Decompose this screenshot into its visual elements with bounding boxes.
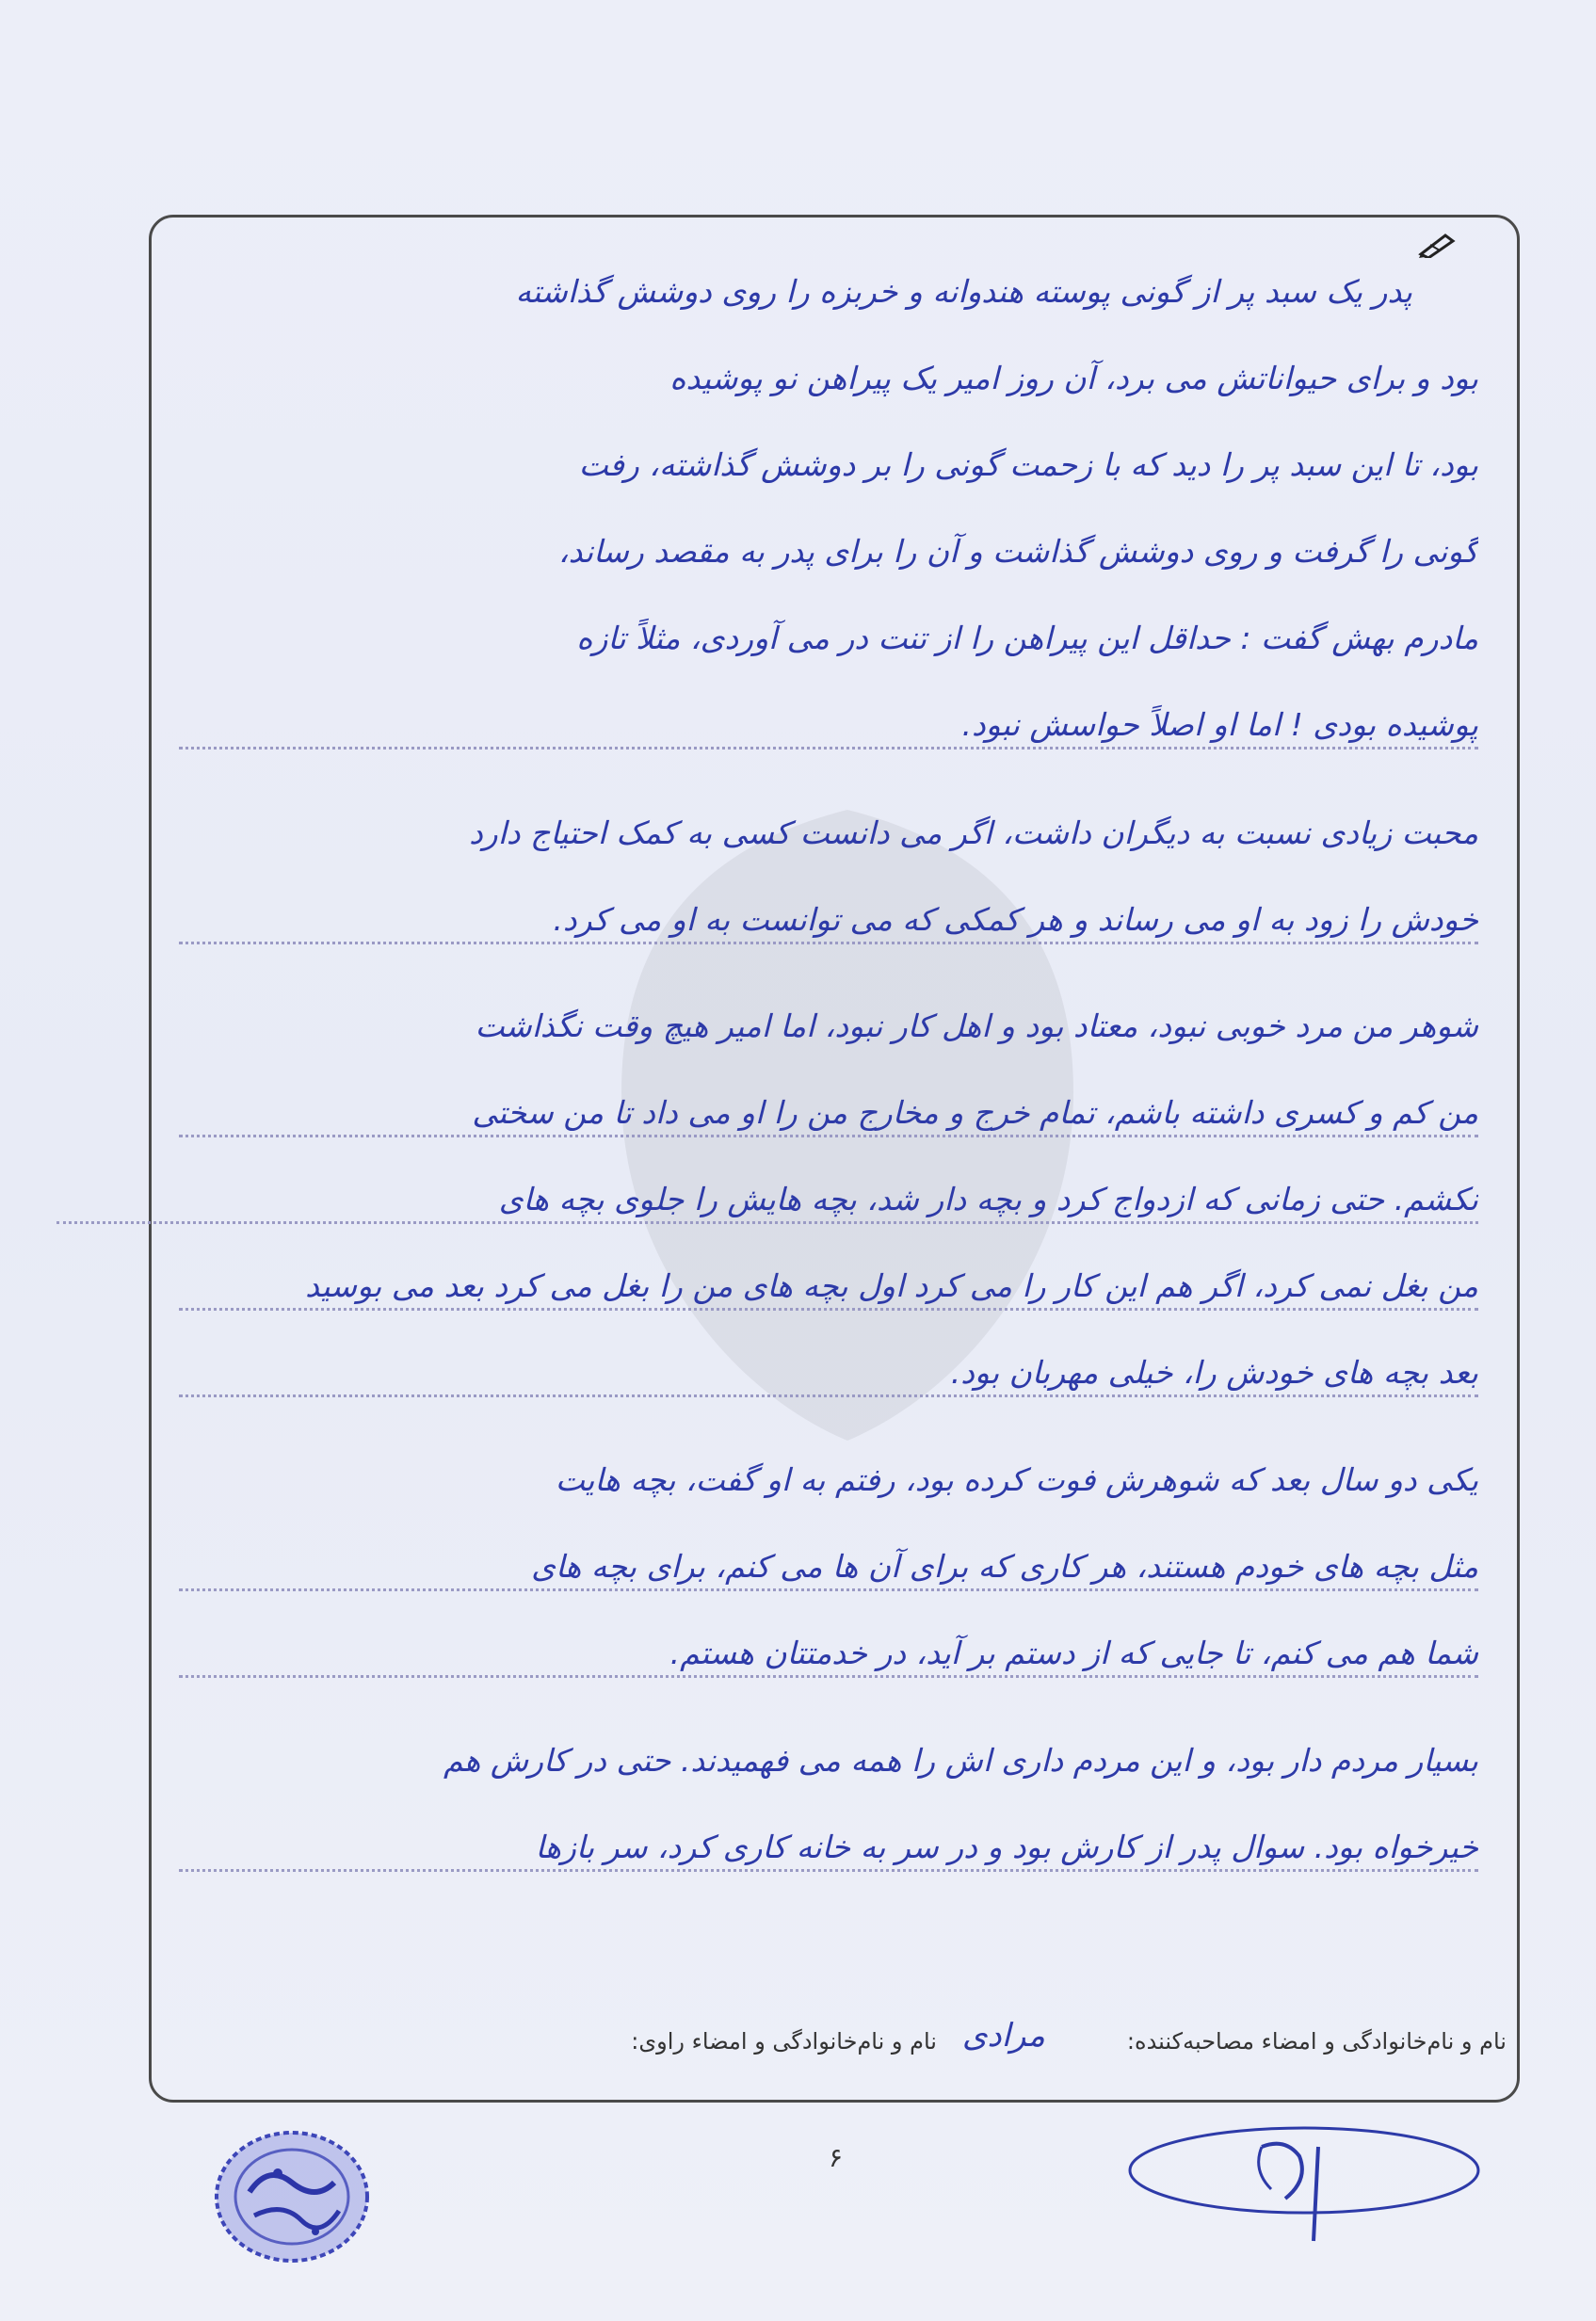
- text-line: بود، تا این سبد پر را دید که با زحمت گونی را بر دوشش گذاشته، رفت: [578, 446, 1478, 483]
- text-line: پوشیده بودی ! اما او اصلاً حواسش نبود.: [179, 687, 1478, 763]
- dotted-rule: [179, 1135, 1478, 1137]
- text-line: نکشم. حتی زمانی که ازدواج کرد و بچه دار شد، بچه هایش را جلوی بچه های: [56, 1162, 1478, 1237]
- text-line: پدر یک سبد پر از گونی پوسته هندوانه و خربزه را روی دوشش گذاشته: [515, 273, 1412, 310]
- handwritten-text-area: [179, 254, 1478, 2006]
- signature-footer: [160, 2015, 1507, 2071]
- interviewer-label: نام و نام‌خانوادگی و امضاء مصاحبه‌کننده:: [1126, 2028, 1507, 2055]
- stamp-seal: [212, 2126, 372, 2267]
- dotted-rule: [179, 1394, 1478, 1397]
- dotted-rule: [179, 1308, 1478, 1311]
- text-line: گونی را گرفت و روی دوشش گذاشت و آن را برای پدر به مقصد رساند،: [557, 533, 1478, 570]
- text-line: بعد بچه های خودش را، خیلی مهربان بود.: [179, 1335, 1478, 1410]
- text-line: شما هم می کنم، تا جایی که از دستم بر آید، در خدمتتان هستم.: [179, 1616, 1478, 1691]
- page-number: ۶: [829, 2142, 844, 2173]
- text-line: خودش را زود به او می رساند و هر کمکی که می توانست به او می کرد.: [179, 882, 1478, 958]
- dotted-rule: [179, 747, 1478, 749]
- text-line: یکی دو سال بعد که شوهرش فوت کرده بود، رفتم به او گفت، بچه هایت: [555, 1461, 1478, 1498]
- text-line: بود و برای حیواناتش می برد، آن روز امیر یک پیراهن نو پوشیده: [669, 360, 1478, 396]
- dotted-rule: [179, 1588, 1478, 1591]
- text-line: بسیار مردم دار بود، و این مردم داری اش را همه می فهمیدند. حتی در کارش هم: [443, 1742, 1478, 1779]
- dotted-rule: [179, 1869, 1478, 1872]
- text-line: من بغل نمی کرد، اگر هم این کار را می کرد اول بچه های من را بغل می کرد بعد می بوسید: [179, 1249, 1478, 1324]
- signature-mark: [1120, 2109, 1497, 2250]
- narrator-label: نام و نام‌خانوادگی و امضاء راوی:: [631, 2028, 937, 2055]
- text-line: خیرخواه بود. سوال پدر از کارش بود و در سر به خانه کاری کرد، سر بازها: [179, 1810, 1478, 1885]
- text-line: مثل بچه های خودم هستند، هر کاری که برای آن ها می کنم، برای بچه های: [179, 1529, 1478, 1604]
- text-line: مادرم بهش گفت : حداقل این پیراهن را از تنت در می آوردی، مثلاً تازه: [576, 620, 1478, 656]
- interviewer-signature: مرادی: [961, 2017, 1045, 2055]
- dotted-rule: [56, 1221, 1478, 1224]
- dotted-rule: [179, 1675, 1478, 1678]
- dotted-rule: [179, 942, 1478, 944]
- text-line: محبت زیادی نسبت به دیگران داشت، اگر می دانست کسی به کمک احتیاج دارد: [469, 814, 1478, 851]
- text-line: من کم و کسری داشته باشم، تمام خرج و مخارج من را او می داد تا من سختی: [179, 1075, 1478, 1151]
- text-line: شوهر من مرد خوبی نبود، معتاد بود و اهل کار نبود، اما امیر هیچ وقت نگذاشت: [475, 1007, 1478, 1044]
